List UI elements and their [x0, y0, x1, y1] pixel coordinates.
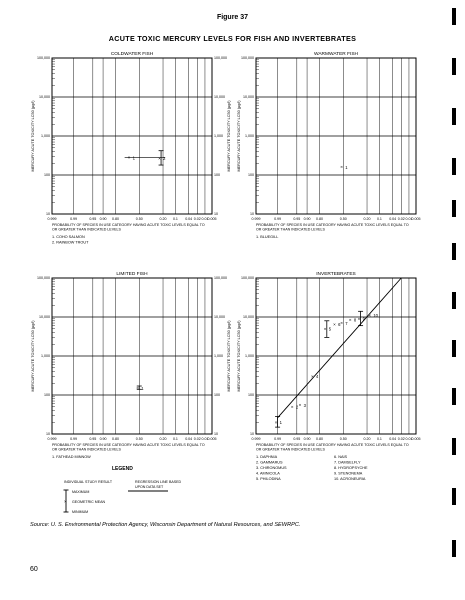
x-tick-label: 0.99 — [70, 217, 78, 221]
y-tick-label: 100 — [248, 393, 254, 398]
x-tick-label: 0.50 — [135, 437, 143, 441]
species-label: 1. DAPHNIA — [256, 455, 278, 459]
x-tick-label: 0.95 — [89, 217, 97, 221]
x-tick-label: 0.999 — [47, 217, 57, 221]
y-tick-label-right: 100,000 — [214, 276, 227, 281]
x-axis-label-line1: PROBABILITY OF SPECIES IN USE CATEGORY HAVING ACUTE TOXIC LEVELS EQUAL TO — [52, 223, 205, 227]
x-tick-label: 0.90 — [99, 437, 107, 441]
data-point-label: 5 — [328, 326, 332, 332]
x-tick-label: 0.005 — [207, 437, 217, 441]
x-tick-label: 0.80 — [315, 437, 323, 441]
panel-title: INVERTEBRATES — [316, 272, 356, 277]
data-point-marker: × — [368, 312, 372, 318]
data-point-label: 1 — [279, 420, 282, 426]
legend-regression-label-1: REGRESSION LINE BASED — [135, 480, 182, 484]
edge-mark — [452, 243, 456, 260]
regression-line — [278, 278, 402, 418]
page-number: 60 — [30, 566, 38, 573]
y-tick-label: 10,000 — [39, 315, 50, 320]
x-axis-label-line1: PROBABILITY OF SPECIES IN USE CATEGORY HAVING ACUTE TOXIC LEVELS EQUAL TO — [256, 443, 409, 447]
legend-minimum-label: MINIMUM — [72, 510, 89, 514]
species-label: 9. STENONEMA — [334, 471, 363, 476]
x-tick-label: 0.01 — [405, 217, 413, 221]
x-tick-label: 0.1 — [376, 217, 382, 221]
figure-label: Figure 37 — [216, 14, 249, 21]
species-label: 1. BLUEGILL — [256, 235, 279, 239]
data-point-label: 4 — [315, 374, 319, 380]
x-tick-label: 0.02 — [193, 217, 201, 221]
panel-title: WARMWATER FISH — [313, 52, 359, 57]
legend-regression-label-2: UPON DATA SET — [135, 485, 164, 489]
y-tick-label: 10,000 — [243, 315, 254, 320]
data-point-marker: × — [136, 385, 139, 391]
y-tick-label-right: 10 — [214, 432, 218, 437]
species-label: 1. FATHEAD MINNOW — [52, 455, 91, 459]
x-tick-label: 0.1 — [172, 437, 178, 441]
y-tick-label-right: 100 — [214, 173, 220, 178]
edge-mark — [452, 438, 456, 455]
data-point-label: 2 — [163, 155, 166, 161]
y-tick-label: 100 — [248, 173, 254, 178]
data-point-marker: × — [290, 404, 294, 410]
x-tick-label: 0.99 — [274, 217, 282, 221]
x-axis-label-line2: OR GREATER THAN INDICATED LEVELS — [52, 447, 121, 452]
x-axis-label-line2: OR GREATER THAN INDICATED LEVELS — [256, 447, 325, 452]
y-axis-label-right: MERCURY ACUTE TOXICITY LC50 (µg/l) — [227, 320, 231, 392]
figure-title: ACUTE TOXIC MERCURY LEVELS FOR FISH AND INVERTEBRATES — [108, 34, 357, 43]
x-tick-label: 0.04 — [185, 437, 193, 441]
x-tick-label: 0.80 — [111, 217, 119, 221]
x-axis-label-line2: OR GREATER THAN INDICATED LEVELS — [52, 227, 121, 232]
y-tick-label: 100,000 — [241, 56, 254, 61]
data-point-marker: × — [340, 164, 343, 170]
x-tick-label: 0.20 — [159, 217, 167, 221]
edge-mark — [452, 540, 456, 557]
x-tick-label: 0.90 — [303, 437, 311, 441]
x-tick-label: 0.01 — [201, 217, 209, 221]
x-axis-label-line2: OR GREATER THAN INDICATED LEVELS — [256, 227, 325, 232]
data-point-label: 1 — [141, 385, 144, 391]
y-tick-label-right: 10,000 — [214, 95, 225, 100]
x-tick-label: 0.01 — [405, 437, 413, 441]
x-tick-label: 0.005 — [411, 437, 421, 441]
data-point-marker: × — [310, 373, 314, 379]
data-point-marker: × — [340, 320, 343, 326]
species-label: 7. DAMSELFLY — [334, 460, 361, 465]
data-point-marker: × — [127, 155, 131, 161]
data-point-marker: × — [158, 155, 161, 161]
x-tick-label: 0.1 — [172, 217, 178, 221]
edge-mark — [452, 340, 456, 357]
data-point-label: 1 — [345, 164, 348, 170]
edge-mark — [452, 108, 456, 125]
y-axis-label-right: MERCURY ACUTE TOXICITY LC50 (µg/l) — [227, 100, 231, 172]
y-tick-label-right: 1,000 — [214, 354, 223, 359]
y-tick-label: 100,000 — [37, 276, 50, 281]
y-tick-label-right: 10 — [214, 212, 218, 217]
data-point-label: 2 — [295, 404, 299, 410]
data-point-label: 10 — [373, 313, 379, 319]
data-point-marker: × — [274, 419, 278, 425]
x-tick-label: 0.90 — [303, 217, 311, 221]
y-tick-label: 10 — [250, 212, 254, 217]
y-tick-label: 100 — [44, 173, 50, 178]
x-tick-label: 0.20 — [363, 217, 371, 221]
species-label: 6. NAIS — [334, 455, 348, 459]
x-tick-label: 0.02 — [397, 217, 405, 221]
x-tick-label: 0.04 — [389, 217, 397, 221]
legend-maximum-label: MAXIMUM — [72, 490, 90, 494]
legend-mean-marker: × — [64, 499, 67, 504]
edge-mark — [452, 388, 456, 405]
edge-mark — [452, 58, 456, 75]
y-axis-label: MERCURY ACUTE TOXICITY LC50 (µg/l) — [237, 320, 241, 392]
edge-mark — [452, 158, 456, 175]
x-tick-label: 0.999 — [47, 437, 57, 441]
species-label: 1. COHO SALMON — [52, 235, 85, 239]
data-point-label: 7 — [345, 320, 348, 326]
x-axis-label-line1: PROBABILITY OF SPECIES IN USE CATEGORY HAVING ACUTE TOXIC LEVELS EQUAL TO — [52, 443, 205, 447]
y-tick-label: 100,000 — [241, 276, 254, 281]
legend-title: LEGEND — [112, 466, 133, 472]
y-tick-label: 10,000 — [39, 95, 50, 100]
species-label: 2. GAMMARUS — [256, 460, 283, 465]
x-tick-label: 0.50 — [135, 217, 143, 221]
y-tick-label-right: 100,000 — [214, 56, 227, 61]
data-point-marker: × — [348, 317, 352, 323]
y-tick-label: 1,000 — [245, 134, 254, 139]
y-tick-label: 10 — [46, 212, 50, 217]
data-point-marker: × — [333, 321, 336, 327]
x-tick-label: 0.95 — [293, 437, 301, 441]
y-axis-label: MERCURY ACUTE TOXICITY LC50 (µg/l) — [31, 100, 35, 172]
y-tick-label: 1,000 — [245, 354, 254, 359]
x-tick-label: 0.005 — [207, 217, 217, 221]
x-tick-label: 0.80 — [315, 217, 323, 221]
x-tick-label: 0.005 — [411, 217, 421, 221]
edge-mark — [452, 8, 456, 25]
y-tick-label-right: 1,000 — [214, 134, 223, 139]
data-point-label: 8 — [353, 317, 357, 323]
species-label: 2. RAINBOW TROUT — [52, 240, 89, 245]
x-tick-label: 0.02 — [193, 437, 201, 441]
y-tick-label-right: 100 — [214, 393, 220, 398]
data-point-marker: × — [298, 402, 302, 408]
y-tick-label: 1,000 — [41, 354, 50, 359]
x-tick-label: 0.50 — [339, 437, 347, 441]
data-point-label: 6 — [338, 322, 341, 328]
data-point-label: 9 — [362, 316, 365, 322]
edge-mark — [452, 292, 456, 309]
species-label: 5. PHILODINA — [256, 477, 281, 481]
x-tick-label: 0.999 — [251, 217, 261, 221]
x-tick-label: 0.1 — [376, 437, 382, 441]
data-point-marker: × — [357, 316, 361, 322]
y-axis-label: MERCURY ACUTE TOXICITY LC50 (µg/l) — [31, 320, 35, 392]
x-tick-label: 0.02 — [397, 437, 405, 441]
x-tick-label: 0.50 — [339, 217, 347, 221]
y-tick-label-right: 10,000 — [214, 315, 225, 320]
species-label: 4. AMNICOLA — [256, 471, 280, 476]
y-tick-label: 10 — [250, 432, 254, 437]
x-tick-label: 0.01 — [201, 437, 209, 441]
y-tick-label: 1,000 — [41, 134, 50, 139]
x-tick-label: 0.90 — [99, 217, 107, 221]
data-point-marker: × — [323, 326, 327, 332]
legend-individual-label: INDIVIDUAL STUDY RESULT — [64, 480, 113, 484]
x-tick-label: 0.04 — [185, 217, 193, 221]
edge-mark — [452, 200, 456, 217]
x-tick-label: 0.99 — [70, 437, 78, 441]
y-axis-label: MERCURY ACUTE TOXICITY LC50 (µg/l) — [237, 100, 241, 172]
species-label: 8. HYDROPSYCHE — [334, 466, 368, 470]
data-point-label: 3 — [303, 402, 306, 408]
x-tick-label: 0.80 — [111, 437, 119, 441]
x-tick-label: 0.95 — [89, 437, 97, 441]
x-tick-label: 0.95 — [293, 217, 301, 221]
legend-geomean-label: GEOMETRIC MEAN — [72, 500, 106, 504]
panel-title: LIMITED FISH — [116, 272, 148, 277]
x-tick-label: 0.20 — [159, 437, 167, 441]
x-tick-label: 0.04 — [389, 437, 397, 441]
y-tick-label: 10,000 — [243, 95, 254, 100]
edge-mark — [452, 488, 456, 505]
x-tick-label: 0.99 — [274, 437, 282, 441]
y-tick-label: 100 — [44, 393, 50, 398]
source-note: Source: U. S. Environmental Protection Agency, Wisconsin Department of Natural Resources, and SEWRPC. — [30, 522, 301, 528]
x-axis-label-line1: PROBABILITY OF SPECIES IN USE CATEGORY HAVING ACUTE TOXIC LEVELS EQUAL TO — [256, 223, 409, 227]
data-point-label: 1 — [132, 155, 135, 161]
x-tick-label: 0.20 — [363, 437, 371, 441]
species-label: 3. CHIRONOMUS — [256, 466, 287, 470]
species-label: 10. ACRONEURIA — [334, 477, 366, 481]
x-tick-label: 0.999 — [251, 437, 261, 441]
panel-title: COLDWATER FISH — [110, 52, 154, 57]
y-tick-label: 10 — [46, 432, 50, 437]
y-tick-label: 100,000 — [37, 56, 50, 61]
